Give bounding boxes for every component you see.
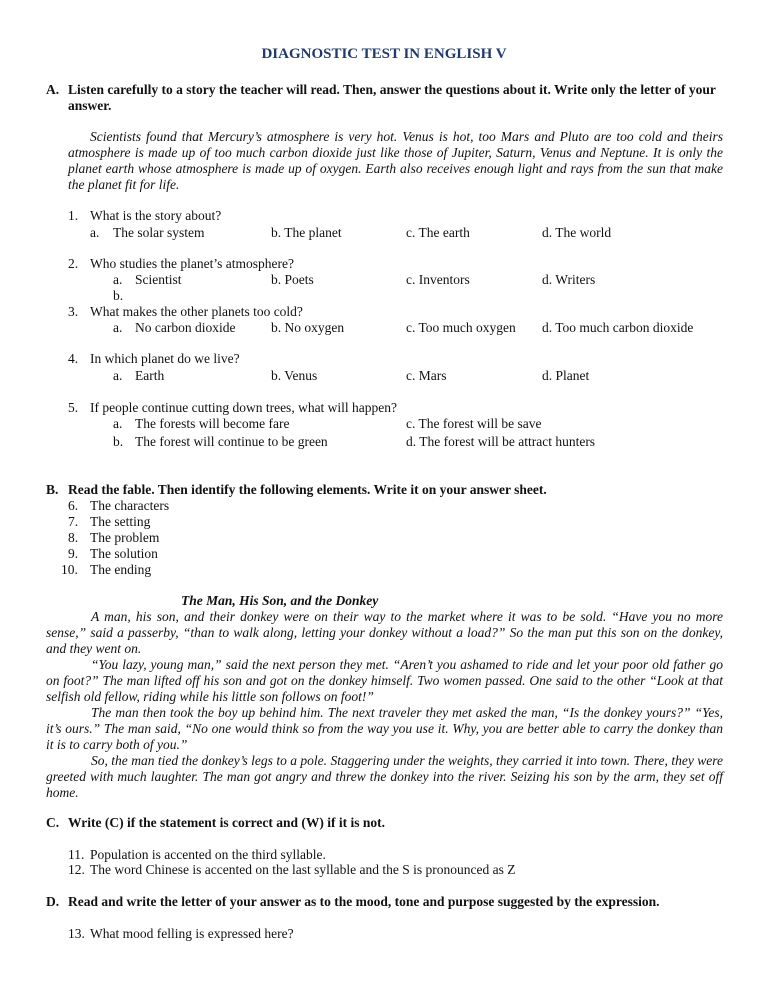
q3-option-a-letter: a. <box>113 320 123 335</box>
q1-option-d: d. The world <box>542 225 612 240</box>
list-item: The word Chinese is accented on the last syllable and the S is pronounced as Z <box>90 862 516 877</box>
list-item-number: 7. <box>68 514 79 529</box>
story-paragraph: Scientists found that Mercury’s atmosphere is very hot. Venus is hot, too Mars and Pluto are too cold and theirs atmosphere is made up of too much carbon dioxide just like those of Jupiter, Saturn, Venus and Neptune. It is only the planet earth whose atmosphere is made up of oxygen. Earth also receives enough light and rays from the sun that make the planet fit for life. <box>68 129 723 192</box>
q3-text: What makes the other planets too cold? <box>90 304 303 319</box>
q2-stray-letter: b. <box>113 288 124 303</box>
fable-paragraph: “You lazy, young man,” said the next person they met. “Aren’t you ashamed to ride and let your poor old father go on foot?” The man lifted off his son and got on the donkey himself. Two women passed. One said to the other “Look at that selfish old fellow, riding while his little son follows on foot!” <box>46 657 723 704</box>
section-b-letter: B. <box>46 482 59 497</box>
q5-option-c: c. The forest will be save <box>406 416 542 431</box>
list-item-number: 9. <box>68 546 79 561</box>
q5-option-a-letter: a. <box>113 416 123 431</box>
q3-option-d: d. Too much carbon dioxide <box>542 320 694 335</box>
q5-option-d: d. The forest will be attract hunters <box>406 434 596 449</box>
q1-option-c: c. The earth <box>406 225 470 240</box>
fable-paragraph: The man then took the boy up behind him. The next traveler they met asked the man, “Is the donkey yours?” “Yes, it’s ours.” The man said, “No one would think so from the way you use it. Why, you are better able to carry the donkey than it is to carry both of you.” <box>46 705 723 752</box>
q2-option-c: c. Inventors <box>406 272 470 287</box>
q1-option-b: b. The planet <box>271 225 342 240</box>
q3-option-c: c. Too much oxygen <box>406 320 516 335</box>
q1-option-a: The solar system <box>113 225 205 240</box>
q4-option-b: b. Venus <box>271 368 318 383</box>
q4-option-a: Earth <box>135 368 165 383</box>
q5-text: If people continue cutting down trees, what will happen? <box>90 400 398 415</box>
list-item: The characters <box>90 498 170 513</box>
q4-number: 4. <box>68 351 79 366</box>
section-c-letter: C. <box>46 815 60 830</box>
q5-option-b-letter: b. <box>113 434 124 449</box>
q4-text: In which planet do we live? <box>90 351 240 366</box>
section-d-instruction: Read and write the letter of your answer as to the mood, tone and purpose suggested by the expression. <box>68 894 660 909</box>
q5-option-b: The forest will continue to be green <box>135 434 328 449</box>
q5-number: 5. <box>68 400 79 415</box>
q5-option-a: The forests will become fare <box>135 416 290 431</box>
q1-text: What is the story about? <box>90 208 222 223</box>
list-item-number: 10. <box>61 562 78 577</box>
q2-option-b: b. Poets <box>271 272 314 287</box>
q4-option-c: c. Mars <box>406 368 447 383</box>
fable-paragraph: A man, his son, and their donkey were on their way to the market where it was to be sold. “Have you no more sense,” said a passerby, “than to walk along, letting your donkey without a load?” So the man put this son on the donkey, and they went on. <box>46 609 723 656</box>
list-item: The problem <box>90 530 160 545</box>
section-a-instruction-cont: answer. <box>68 98 112 113</box>
q2-option-d: d. Writers <box>542 272 596 287</box>
list-item: The ending <box>90 562 152 577</box>
q2-number: 2. <box>68 256 79 271</box>
fable-title: The Man, His Son, and the Donkey <box>181 593 379 608</box>
list-item-number: 12. <box>68 862 85 877</box>
list-item-number: 11. <box>68 847 85 862</box>
list-item: Population is accented on the third syllable. <box>90 847 326 862</box>
list-item: The setting <box>90 514 151 529</box>
q1-number: 1. <box>68 208 79 223</box>
page-title: DIAGNOSTIC TEST IN ENGLISH V <box>261 46 507 62</box>
q2-option-a-letter: a. <box>113 272 123 287</box>
fable-text <box>46 609 723 801</box>
fable-paragraph: So, the man tied the donkey’s legs to a pole. Staggering under the weights, they carried it into town. There, they were greeted with much laughter. The man got angry and threw the donkey into the river. Seizing his son by the arm, they set off home. <box>46 753 723 800</box>
section-c-instruction: Write (C) if the statement is correct and (W) if it is not. <box>68 815 386 830</box>
q3-number: 3. <box>68 304 79 319</box>
list-item: What mood felling is expressed here? <box>90 926 294 941</box>
section-d-letter: D. <box>46 894 60 909</box>
section-a-instruction: Listen carefully to a story the teacher will read. Then, answer the questions about it. Write only the letter of your <box>68 82 716 97</box>
section-a-letter: A. <box>46 82 60 97</box>
q4-option-d: d. Planet <box>542 368 590 383</box>
section-b-instruction: Read the fable. Then identify the following elements. Write it on your answer sheet. <box>68 482 547 497</box>
q3-option-a: No carbon dioxide <box>135 320 236 335</box>
list-item-number: 6. <box>68 498 79 513</box>
q2-text: Who studies the planet’s atmosphere? <box>90 256 294 271</box>
q3-option-b: b. No oxygen <box>271 320 345 335</box>
q4-option-a-letter: a. <box>113 368 123 383</box>
q1-option-a-letter: a. <box>90 225 100 240</box>
list-item-number: 13. <box>68 926 85 941</box>
list-item: The solution <box>90 546 158 561</box>
q2-option-a: Scientist <box>135 272 182 287</box>
list-item-number: 8. <box>68 530 79 545</box>
